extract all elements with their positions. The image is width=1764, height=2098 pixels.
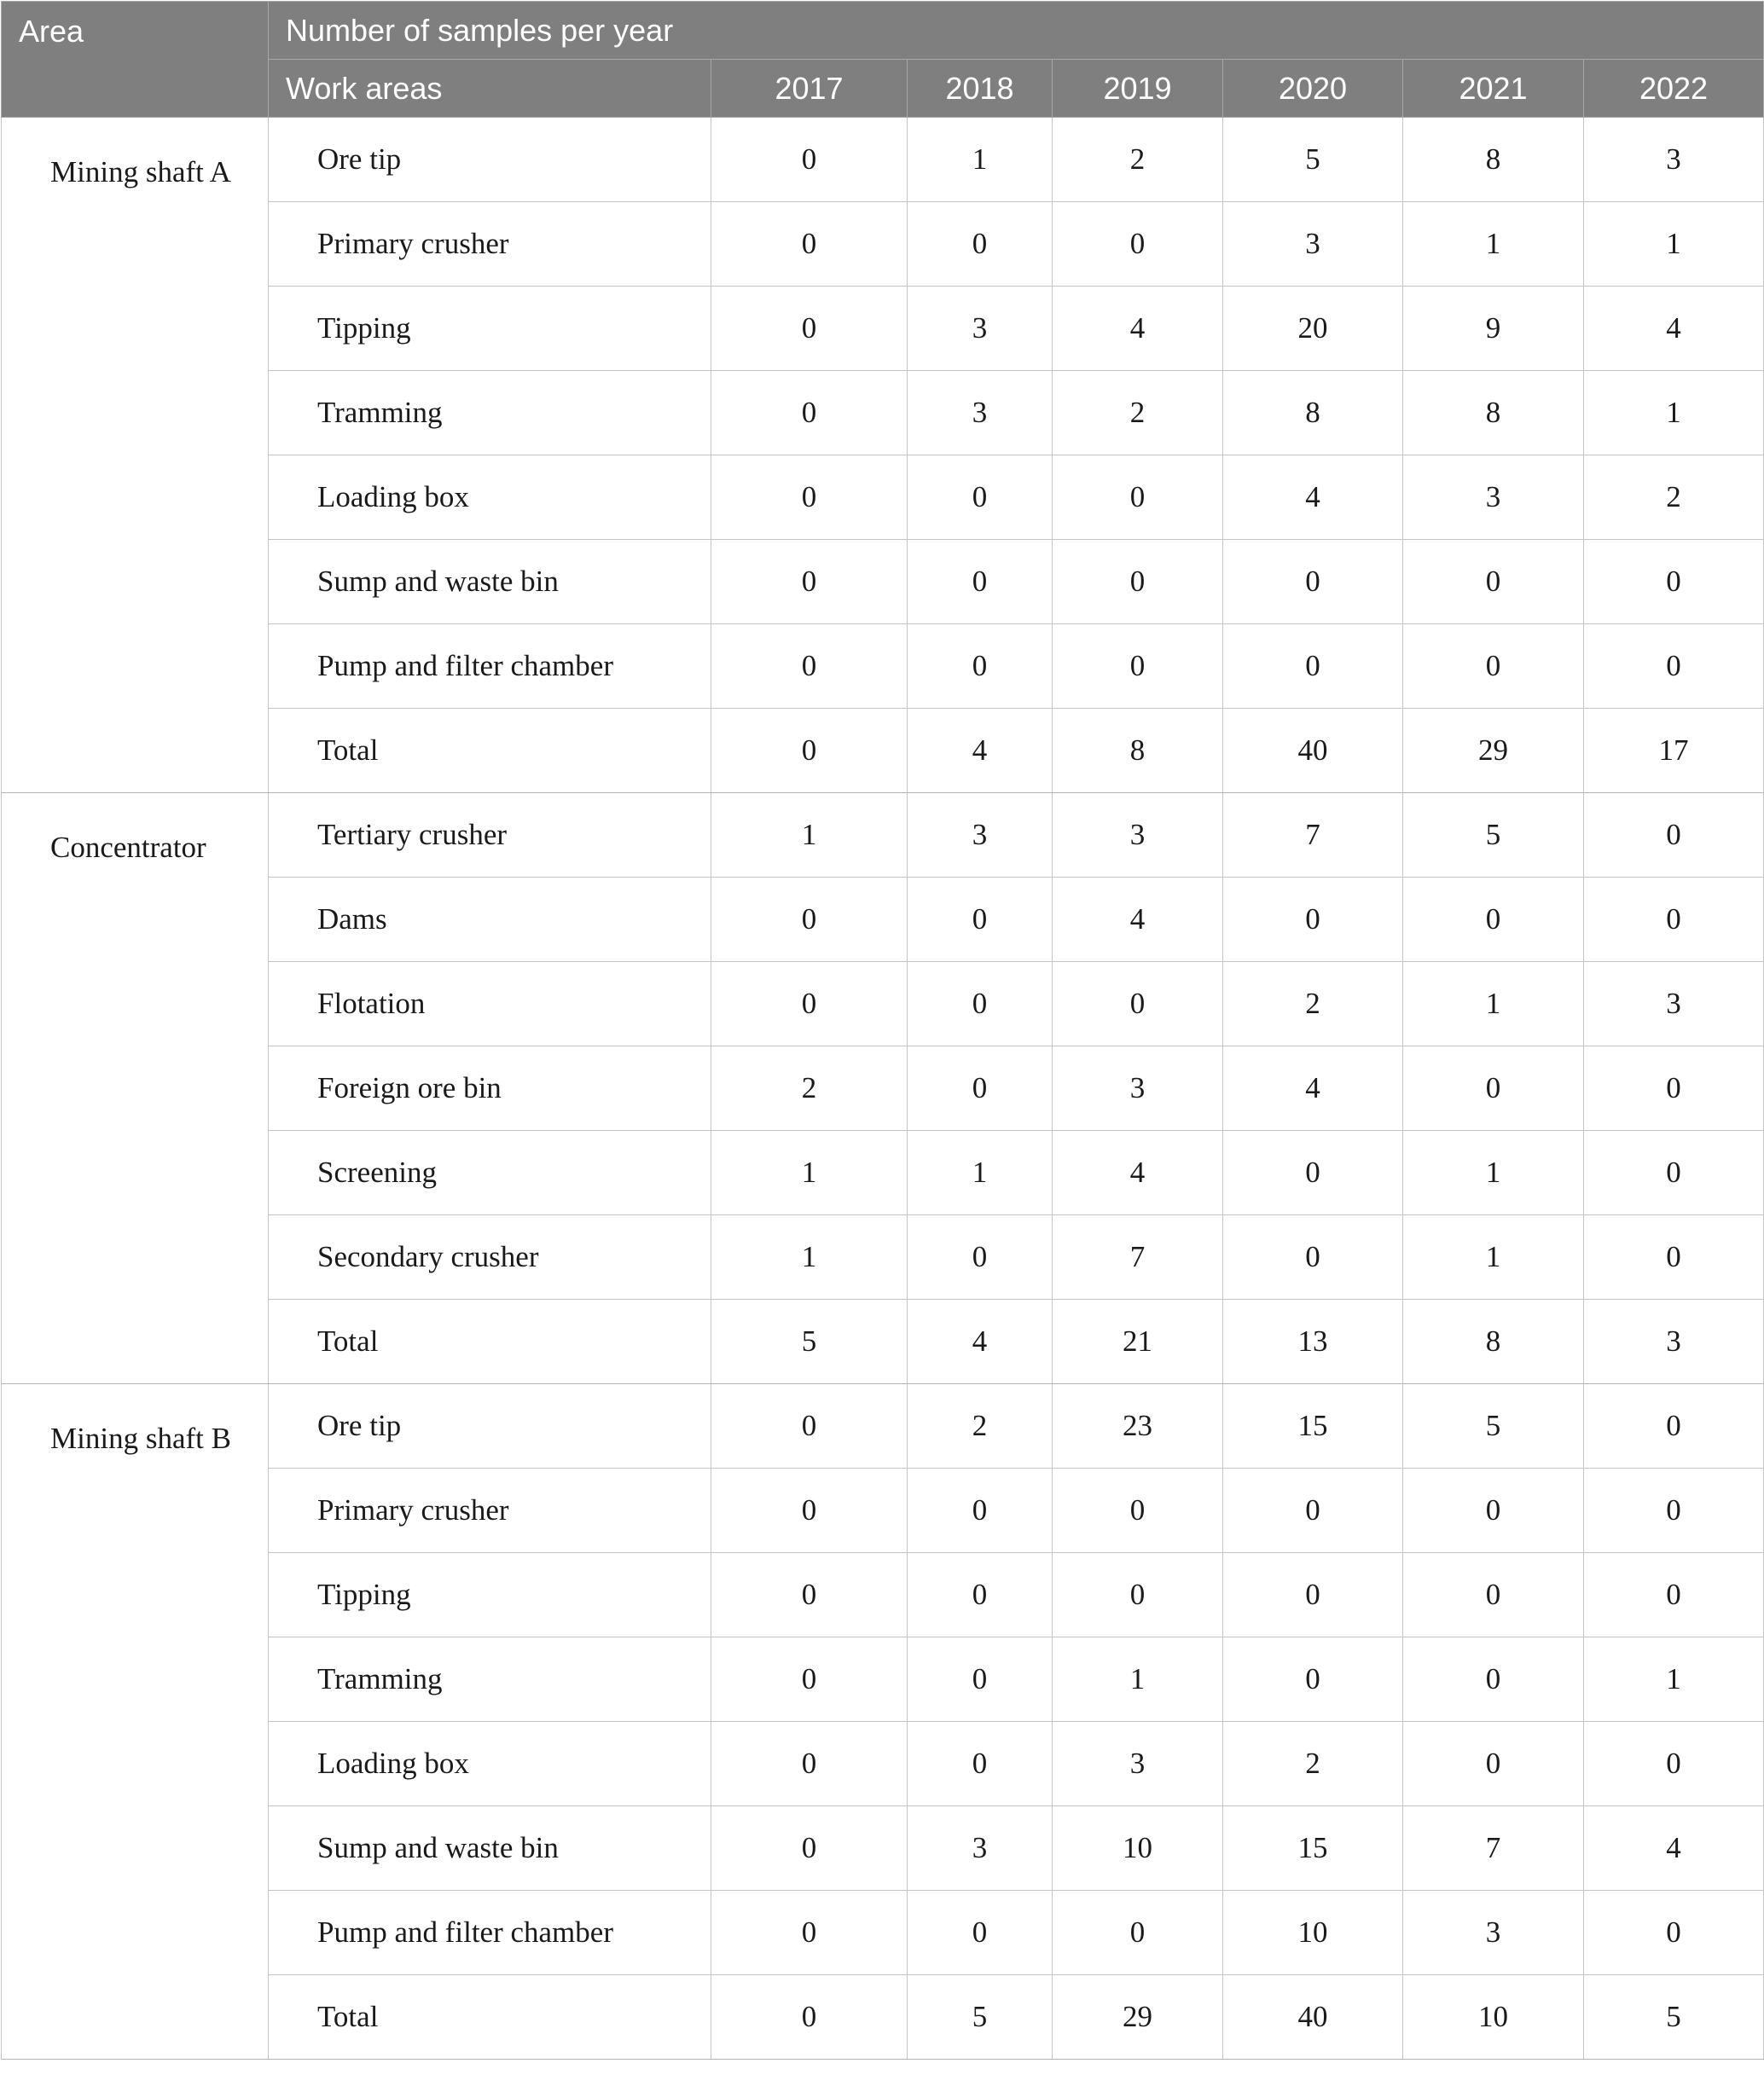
sample-count-cell: 2: [908, 1384, 1053, 1469]
sample-count-cell: 1: [711, 1131, 908, 1215]
sample-count-cell: 0: [1403, 878, 1584, 962]
sample-count-cell: 0: [711, 202, 908, 287]
sample-count-cell: 1: [1584, 1637, 1764, 1722]
sample-count-cell: 1: [908, 1131, 1053, 1215]
sample-count-cell: 0: [908, 1722, 1053, 1806]
sample-count-cell: 3: [1403, 455, 1584, 540]
sample-count-cell: 1: [1403, 1215, 1584, 1300]
sample-count-cell: 0: [711, 455, 908, 540]
sample-count-cell: 10: [1223, 1891, 1403, 1975]
sample-count-cell: 2: [1223, 1722, 1403, 1806]
table-row: [2, 118, 1764, 202]
sample-count-cell: 3: [908, 287, 1053, 371]
sample-count-cell: 5: [1584, 1975, 1764, 2060]
work-area-cell: Loading box: [269, 455, 711, 540]
sample-count-cell: 0: [1403, 624, 1584, 709]
work-area-cell: Sump and waste bin: [269, 1806, 711, 1891]
year-header: 2018: [908, 60, 1053, 118]
sample-count-cell: 0: [1403, 1637, 1584, 1722]
sample-count-cell: 4: [1584, 287, 1764, 371]
sample-count-cell: 0: [1584, 1891, 1764, 1975]
sample-count-cell: 2: [1053, 118, 1223, 202]
sample-count-cell: 2: [1223, 962, 1403, 1046]
sample-count-cell: 3: [908, 371, 1053, 455]
work-area-cell: Sump and waste bin: [269, 540, 711, 624]
sample-count-cell: 3: [1584, 962, 1764, 1046]
sample-count-cell: 4: [908, 1300, 1053, 1384]
sample-count-cell: 0: [711, 1975, 908, 2060]
sample-count-cell: 1: [1584, 371, 1764, 455]
sample-count-cell: 0: [1053, 1553, 1223, 1637]
work-areas-header: Work areas: [269, 60, 711, 118]
sample-count-cell: 2: [1053, 371, 1223, 455]
work-area-cell: Tipping: [269, 287, 711, 371]
sample-count-cell: 0: [1223, 1553, 1403, 1637]
sample-count-cell: 0: [1223, 624, 1403, 709]
sample-count-cell: 0: [1053, 540, 1223, 624]
sample-count-cell: 1: [1403, 202, 1584, 287]
sample-count-cell: 0: [1584, 1131, 1764, 1215]
area-cell: Mining shaft B: [2, 1384, 269, 2060]
sample-count-cell: 0: [908, 202, 1053, 287]
sample-count-cell: 0: [711, 1553, 908, 1637]
sample-count-cell: 7: [1053, 1215, 1223, 1300]
sample-count-cell: 8: [1053, 709, 1223, 793]
sample-count-cell: 0: [1053, 1469, 1223, 1553]
sample-count-cell: 0: [1584, 1384, 1764, 1469]
work-area-cell: Foreign ore bin: [269, 1046, 711, 1131]
sample-count-cell: 0: [1053, 1891, 1223, 1975]
sample-count-cell: 0: [908, 962, 1053, 1046]
work-area-cell: Tramming: [269, 371, 711, 455]
sample-count-cell: 0: [1584, 1553, 1764, 1637]
sample-count-cell: 0: [711, 118, 908, 202]
sample-count-cell: 0: [1223, 540, 1403, 624]
sample-count-cell: 8: [1403, 371, 1584, 455]
work-area-cell: Ore tip: [269, 1384, 711, 1469]
sample-count-cell: 4: [1223, 1046, 1403, 1131]
work-area-cell: Pump and filter chamber: [269, 624, 711, 709]
sample-count-cell: 3: [1053, 1722, 1223, 1806]
sample-count-cell: 0: [711, 371, 908, 455]
sample-count-cell: 0: [1053, 202, 1223, 287]
sample-count-cell: 0: [1584, 624, 1764, 709]
sample-count-cell: 15: [1223, 1806, 1403, 1891]
sample-count-cell: 0: [1223, 1637, 1403, 1722]
sample-count-cell: 0: [711, 1637, 908, 1722]
sample-count-cell: 9: [1403, 287, 1584, 371]
table-row: [2, 793, 1764, 878]
sample-count-cell: 8: [1403, 118, 1584, 202]
sample-count-cell: 0: [711, 624, 908, 709]
sample-count-cell: 15: [1223, 1384, 1403, 1469]
table-row: [2, 1384, 1764, 1469]
sample-count-cell: 0: [1584, 1215, 1764, 1300]
sample-count-cell: 1: [1403, 1131, 1584, 1215]
work-area-cell: Pump and filter chamber: [269, 1891, 711, 1975]
sample-count-cell: 0: [1223, 1469, 1403, 1553]
work-area-cell: Loading box: [269, 1722, 711, 1806]
sample-count-cell: 0: [1584, 540, 1764, 624]
sample-count-cell: 3: [908, 1806, 1053, 1891]
sample-count-cell: 0: [1053, 455, 1223, 540]
sample-count-cell: 0: [1223, 1215, 1403, 1300]
year-header: 2022: [1584, 60, 1764, 118]
sample-count-cell: 1: [908, 118, 1053, 202]
sample-count-cell: 4: [1053, 878, 1223, 962]
sample-count-cell: 0: [711, 287, 908, 371]
sample-count-cell: 1: [1584, 202, 1764, 287]
area-cell: Concentrator: [2, 793, 269, 1384]
sample-count-cell: 0: [1584, 1469, 1764, 1553]
sample-count-cell: 3: [1584, 1300, 1764, 1384]
sample-count-cell: 0: [908, 878, 1053, 962]
work-area-cell: Tipping: [269, 1553, 711, 1637]
year-header: 2021: [1403, 60, 1584, 118]
sample-count-cell: 0: [908, 1637, 1053, 1722]
header-row-top: [2, 2, 1764, 60]
sample-count-cell: 5: [1223, 118, 1403, 202]
sample-count-cell: 0: [1403, 1469, 1584, 1553]
sample-count-cell: 3: [1403, 1891, 1584, 1975]
sample-count-cell: 1: [711, 793, 908, 878]
sample-count-cell: 3: [1053, 1046, 1223, 1131]
sample-count-cell: 0: [908, 1469, 1053, 1553]
work-area-cell: Ore tip: [269, 118, 711, 202]
sample-count-cell: 29: [1403, 709, 1584, 793]
work-area-cell: Screening: [269, 1131, 711, 1215]
work-area-cell: Secondary crusher: [269, 1215, 711, 1300]
sample-count-cell: 0: [908, 1553, 1053, 1637]
sample-count-cell: 0: [1403, 1722, 1584, 1806]
year-header: 2017: [711, 60, 908, 118]
sample-count-cell: 1: [1403, 962, 1584, 1046]
sample-count-cell: 0: [908, 1215, 1053, 1300]
sample-count-cell: 4: [1223, 455, 1403, 540]
sample-count-cell: 0: [1053, 624, 1223, 709]
sample-count-cell: 40: [1223, 1975, 1403, 2060]
work-area-cell: Flotation: [269, 962, 711, 1046]
sample-count-cell: 4: [1053, 287, 1223, 371]
sample-count-cell: 3: [1223, 202, 1403, 287]
sample-count-cell: 0: [1403, 1553, 1584, 1637]
work-area-cell: Tramming: [269, 1637, 711, 1722]
sample-count-cell: 4: [1584, 1806, 1764, 1891]
sample-count-cell: 3: [1584, 118, 1764, 202]
sample-count-cell: 13: [1223, 1300, 1403, 1384]
total-label-cell: Total: [269, 709, 711, 793]
total-label-cell: Total: [269, 1300, 711, 1384]
sample-count-cell: 0: [1584, 878, 1764, 962]
sample-count-cell: 29: [1053, 1975, 1223, 2060]
table-header: [2, 2, 1764, 118]
sample-count-cell: 0: [908, 1046, 1053, 1131]
sample-count-cell: 0: [1223, 1131, 1403, 1215]
sample-count-cell: 40: [1223, 709, 1403, 793]
group-header: Number of samples per year: [269, 2, 1764, 60]
sample-count-cell: 17: [1584, 709, 1764, 793]
sample-count-cell: 7: [1223, 793, 1403, 878]
sample-count-cell: 0: [1403, 540, 1584, 624]
total-label-cell: Total: [269, 1975, 711, 2060]
samples-table: [1, 1, 1764, 2060]
year-header: 2019: [1053, 60, 1223, 118]
sample-count-cell: 0: [711, 1469, 908, 1553]
work-area-cell: Dams: [269, 878, 711, 962]
sample-count-cell: 21: [1053, 1300, 1223, 1384]
sample-count-cell: 0: [711, 878, 908, 962]
sample-count-cell: 5: [1403, 793, 1584, 878]
sample-count-cell: 10: [1053, 1806, 1223, 1891]
sample-count-cell: 4: [908, 709, 1053, 793]
sample-count-cell: 0: [711, 1722, 908, 1806]
work-area-cell: Primary crusher: [269, 202, 711, 287]
sample-count-cell: 5: [711, 1300, 908, 1384]
sample-count-cell: 0: [1403, 1046, 1584, 1131]
sample-count-cell: 0: [1584, 1046, 1764, 1131]
sample-count-cell: 4: [1053, 1131, 1223, 1215]
sample-count-cell: 8: [1403, 1300, 1584, 1384]
sample-count-cell: 10: [1403, 1975, 1584, 2060]
sample-count-cell: 23: [1053, 1384, 1223, 1469]
area-header: Area: [2, 2, 269, 118]
sample-count-cell: 0: [711, 1806, 908, 1891]
sample-count-cell: 5: [1403, 1384, 1584, 1469]
sample-count-cell: 3: [1053, 793, 1223, 878]
sample-count-cell: 0: [711, 709, 908, 793]
sample-count-cell: 0: [908, 540, 1053, 624]
sample-count-cell: 0: [1223, 878, 1403, 962]
sample-count-cell: 3: [908, 793, 1053, 878]
sample-count-cell: 2: [711, 1046, 908, 1131]
sample-count-cell: 20: [1223, 287, 1403, 371]
sample-count-cell: 0: [908, 1891, 1053, 1975]
sample-count-cell: 0: [908, 455, 1053, 540]
sample-count-cell: 0: [711, 1384, 908, 1469]
sample-count-cell: 2: [1584, 455, 1764, 540]
work-area-cell: Primary crusher: [269, 1469, 711, 1553]
sample-count-cell: 0: [711, 540, 908, 624]
sample-count-cell: 8: [1223, 371, 1403, 455]
year-header: 2020: [1223, 60, 1403, 118]
sample-count-cell: 0: [711, 962, 908, 1046]
sample-count-cell: 0: [908, 624, 1053, 709]
sample-count-cell: 0: [1584, 1722, 1764, 1806]
table-body: [2, 118, 1764, 2060]
sample-count-cell: 7: [1403, 1806, 1584, 1891]
work-area-cell: Tertiary crusher: [269, 793, 711, 878]
sample-count-cell: 0: [1053, 962, 1223, 1046]
sample-count-cell: 0: [1584, 793, 1764, 878]
sample-count-cell: 0: [711, 1891, 908, 1975]
sample-count-cell: 1: [711, 1215, 908, 1300]
sample-count-cell: 1: [1053, 1637, 1223, 1722]
sample-count-cell: 5: [908, 1975, 1053, 2060]
area-cell: Mining shaft A: [2, 118, 269, 793]
